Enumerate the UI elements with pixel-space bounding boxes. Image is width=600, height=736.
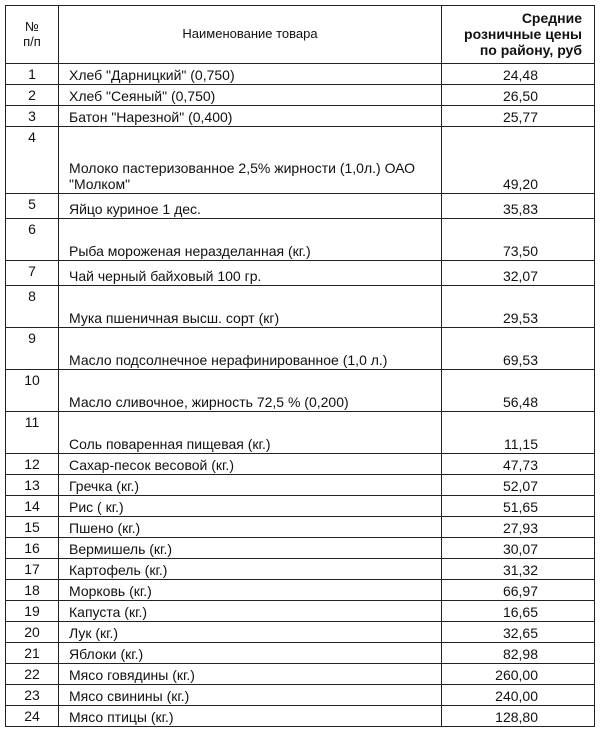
average-price: 25,77 [442,106,595,127]
average-price: 47,73 [442,454,595,475]
average-price: 30,07 [442,538,595,559]
average-price: 11,15 [442,412,595,454]
row-number: 17 [6,559,59,580]
table-row [6,643,595,664]
row-number: 14 [6,496,59,517]
table-row [6,538,595,559]
price-table [5,5,595,727]
table-body [6,64,595,727]
product-name: Мясо говядины (кг.) [59,664,442,685]
row-number: 3 [6,106,59,127]
row-number: 23 [6,685,59,706]
header-product-name: Наименование товара [59,6,442,64]
product-name: Масло сливочное, жирность 72,5 % (0,200) [59,370,442,412]
row-number: 18 [6,580,59,601]
table-row [6,194,595,219]
table-row [6,559,595,580]
average-price: 260,00 [442,664,595,685]
row-number: 1 [6,64,59,85]
product-name: Рис ( кг.) [59,496,442,517]
row-number: 16 [6,538,59,559]
product-name: Картофель (кг.) [59,559,442,580]
row-number: 15 [6,517,59,538]
product-name: Вермишель (кг.) [59,538,442,559]
row-number: 22 [6,664,59,685]
row-number: 7 [6,261,59,286]
table-row [6,85,595,106]
table-header [6,6,595,64]
product-name: Батон "Нарезной" (0,400) [59,106,442,127]
table-row [6,106,595,127]
average-price: 24,48 [442,64,595,85]
table-row [6,496,595,517]
average-price: 32,07 [442,261,595,286]
row-number: 6 [6,219,59,261]
row-number: 4 [6,127,59,194]
product-name: Морковь (кг.) [59,580,442,601]
product-name: Чай черный байховый 100 гр. [59,261,442,286]
table-row [6,370,595,412]
row-number: 21 [6,643,59,664]
table-row [6,64,595,85]
table-row [6,261,595,286]
header-price-line2: розничные цены [464,26,582,42]
average-price: 69,53 [442,328,595,370]
product-name: Гречка (кг.) [59,475,442,496]
table-row [6,412,595,454]
row-number: 12 [6,454,59,475]
table-row [6,601,595,622]
product-name: Хлеб "Дарницкий" (0,750) [59,64,442,85]
row-number: 20 [6,622,59,643]
header-number-line1: № [25,19,39,34]
average-price: 240,00 [442,685,595,706]
average-price: 51,65 [442,496,595,517]
header-price-line1: Средние [521,10,582,26]
average-price: 16,65 [442,601,595,622]
product-name: Пшено (кг.) [59,517,442,538]
row-number: 19 [6,601,59,622]
row-number: 11 [6,412,59,454]
product-name: Соль поваренная пищевая (кг.) [59,412,442,454]
row-number: 5 [6,194,59,219]
row-number: 24 [6,706,59,727]
average-price: 32,65 [442,622,595,643]
row-number: 10 [6,370,59,412]
product-name: Масло подсолнечное нерафинированное (1,0 л.) [59,328,442,370]
average-price: 27,93 [442,517,595,538]
product-name: Рыба мороженая неразделанная (кг.) [59,219,442,261]
average-price: 35,83 [442,194,595,219]
table-row [6,517,595,538]
row-number: 9 [6,328,59,370]
product-name: Мясо свинины (кг.) [59,685,442,706]
table-row [6,286,595,328]
average-price: 66,97 [442,580,595,601]
row-number: 13 [6,475,59,496]
average-price: 73,50 [442,219,595,261]
table-row [6,685,595,706]
average-price: 31,32 [442,559,595,580]
table-row [6,454,595,475]
product-name: Лук (кг.) [59,622,442,643]
header-row [6,6,595,64]
average-price: 128,80 [442,706,595,727]
table-row [6,475,595,496]
header-price-line3: по району, руб [479,42,582,58]
product-name: Молоко пастеризованное 2,5% жирности (1,0л.) ОАО "Молком" [59,127,442,194]
product-name: Яблоки (кг.) [59,643,442,664]
table-row [6,127,595,194]
product-name: Сахар-песок весовой (кг.) [59,454,442,475]
average-price: 56,48 [442,370,595,412]
row-number: 2 [6,85,59,106]
product-name: Хлеб "Сеяный" (0,750) [59,85,442,106]
header-number-line2: п/п [23,34,41,49]
table-row [6,664,595,685]
product-name: Мука пшеничная высш. сорт (кг) [59,286,442,328]
average-price: 26,50 [442,85,595,106]
table-row [6,622,595,643]
product-name: Капуста (кг.) [59,601,442,622]
table-row [6,580,595,601]
product-name: Мясо птицы (кг.) [59,706,442,727]
average-price: 52,07 [442,475,595,496]
table-row [6,328,595,370]
table-row [6,706,595,727]
average-price: 49,20 [442,127,595,194]
table-row [6,219,595,261]
product-name: Яйцо куриное 1 дес. [59,194,442,219]
header-number [6,6,59,64]
average-price: 82,98 [442,643,595,664]
header-average-price [442,6,595,64]
average-price: 29,53 [442,286,595,328]
row-number: 8 [6,286,59,328]
